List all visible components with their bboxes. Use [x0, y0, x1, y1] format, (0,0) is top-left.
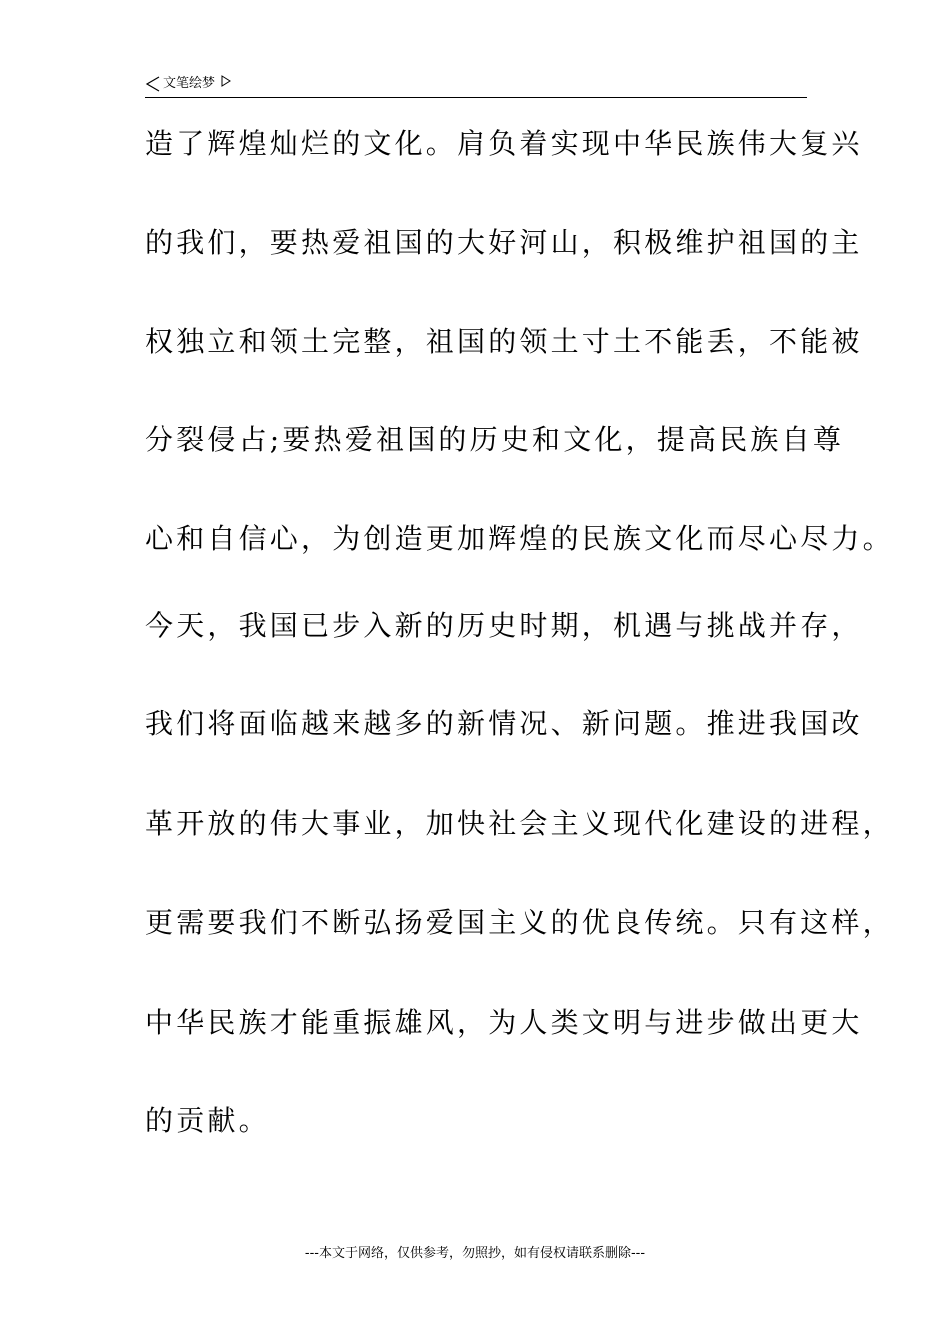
- page-header: [145, 73, 807, 98]
- text-line: 的我们，要热爱祖国的大好河山，积极维护祖国的主: [145, 226, 863, 259]
- text-line: 造了辉煌灿烂的文化。肩负着实现中华民族伟大复兴: [145, 127, 863, 160]
- header-title-group: [145, 76, 231, 92]
- text-line: 心和自信心，为创造更加辉煌的民族文化而尽心尽力。: [145, 522, 894, 555]
- text-line: 分裂侵占;要热爱祖国的历史和文化，提高民族自尊: [145, 423, 845, 456]
- text-line: 权独立和领土完整，祖国的领土寸土不能丢，不能被: [145, 325, 863, 358]
- text-line: 我们将面临越来越多的新情况、新问题。推进我国改: [145, 707, 863, 740]
- header-title: 文笔绘梦: [163, 76, 216, 91]
- text-line: 中华民族才能重振雄风，为人类文明与进步做出更大: [145, 1006, 863, 1039]
- footer-disclaimer: ---本文于网络，仅供参考，勿照抄，如有侵权请联系删除---: [304, 1246, 646, 1261]
- text-line: 今天，我国已步入新的历史时期，机遇与挑战并存，: [145, 609, 863, 642]
- triangle-right-outline-icon: [221, 75, 231, 87]
- triangle-left-outline-icon: [145, 76, 161, 92]
- text-line: 更需要我们不断弘扬爱国主义的优良传统。只有这样，: [145, 906, 894, 939]
- text-line: 革开放的伟大事业，加快社会主义现代化建设的进程，: [145, 807, 894, 840]
- text-line: 的贡献。: [145, 1104, 270, 1137]
